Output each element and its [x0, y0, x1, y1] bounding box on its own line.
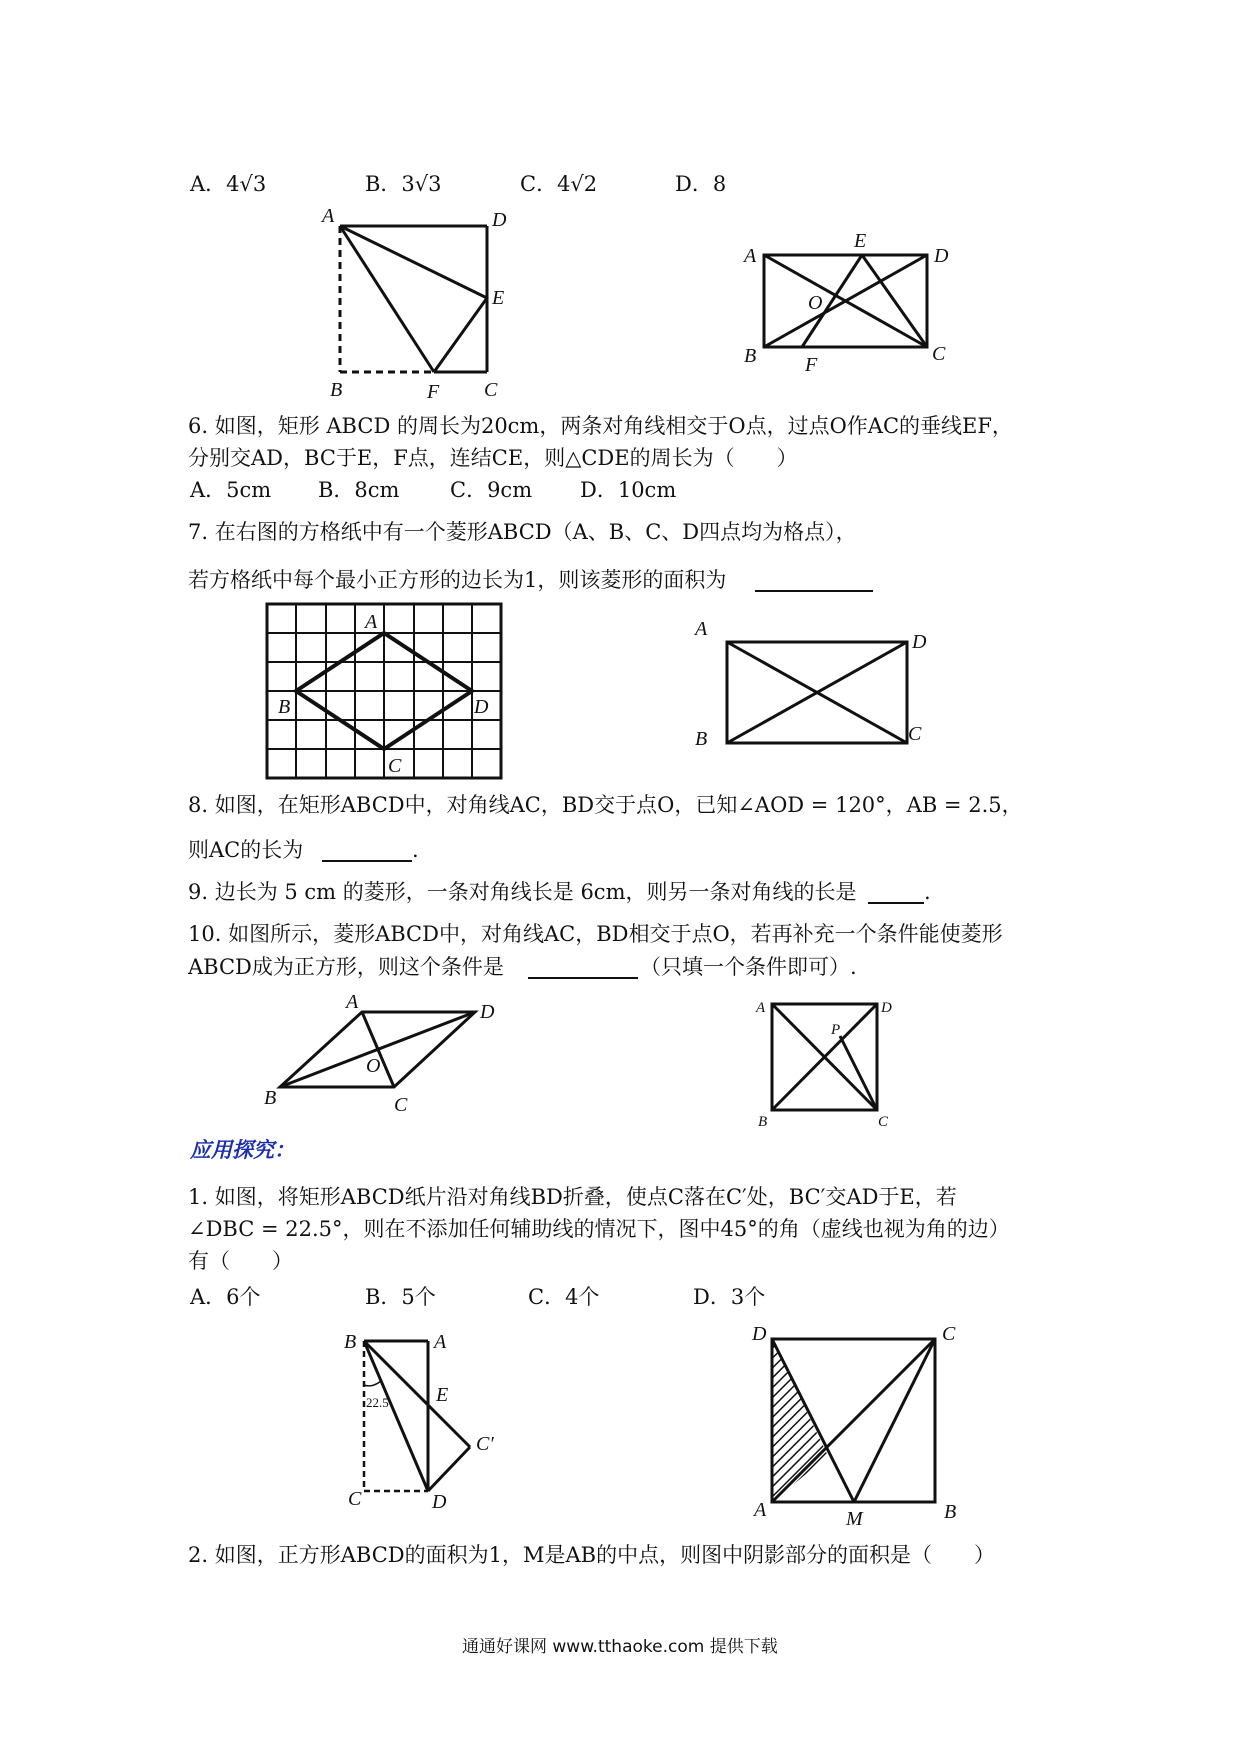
q10-line2-b: （只填一个条件即可）. — [640, 955, 857, 979]
label-a: A — [365, 611, 378, 633]
q6-option-b: B．8cm — [318, 478, 400, 502]
q10-answer-blank — [528, 977, 638, 979]
q8-line1: 8. 如图，在矩形ABCD中，对角线AC，BD交于点O，已知∠AOD = 120°，AB = 2.5， — [188, 793, 1023, 817]
q5-option-c: C．4√2 — [520, 172, 598, 196]
label-e: E — [436, 1384, 449, 1406]
figure-q7-grid-rhombus — [262, 600, 512, 785]
q8-period: . — [412, 838, 419, 862]
q10-line2-a: ABCD成为正方形，则这个条件是 — [188, 955, 504, 979]
label-c: C — [932, 343, 946, 365]
q7-line1: 7. 在右图的方格纸中有一个菱形ABCD（A、B、C、D四点均为格点）， — [188, 520, 857, 544]
label-o: O — [808, 292, 823, 314]
app2-line1: 2. 如图，正方形ABCD的面积为1，M是AB的中点，则图中阴影部分的面积是（ ） — [188, 1543, 996, 1567]
label-o: O — [366, 1055, 381, 1077]
app1-option-d: D．3个 — [693, 1285, 766, 1309]
label-d: D — [492, 209, 507, 231]
label-d: D — [474, 696, 489, 718]
label-d: D — [752, 1323, 767, 1345]
label-d: D — [881, 1000, 892, 1016]
figure-app1-folded-rectangle — [340, 1325, 515, 1520]
page-footer: 通通好课网 www.tthaoke.com 提供下载 — [462, 1637, 778, 1657]
q6-line2: 分别交AD，BC于E，F点，连结CE，则△CDE的周长为（ ） — [188, 446, 798, 470]
label-b: B — [330, 379, 343, 401]
q6-option-a: A．5cm — [190, 478, 272, 502]
label-c: C — [388, 755, 402, 777]
label-b: B — [944, 1501, 957, 1523]
q6-option-d: D．10cm — [580, 478, 677, 502]
q7-line2: 若方格纸中每个最小正方形的边长为1，则该菱形的面积为 — [188, 568, 727, 592]
app1-option-a: A．6个 — [190, 1285, 261, 1309]
q5-option-a: A．4√3 — [190, 172, 267, 196]
label-f: F — [427, 381, 440, 403]
label-p: P — [831, 1022, 841, 1038]
shaded-region — [772, 1339, 828, 1502]
label-d: D — [432, 1491, 447, 1513]
app1-line2: ∠DBC = 22.5°，则在不添加任何辅助线的情况下，图中45°的角（虚线也视为角的边） — [188, 1217, 1010, 1241]
figure-app2-square — [748, 1322, 983, 1532]
label-c: C — [394, 1094, 408, 1116]
label-a: A — [695, 618, 708, 640]
q5-option-d: D．8 — [675, 172, 727, 196]
label-c-prime: C′ — [476, 1433, 494, 1455]
q7-answer-blank — [755, 590, 873, 592]
label-f: F — [805, 354, 818, 376]
figure-q8-rectangle — [690, 620, 940, 755]
label-d: D — [912, 631, 927, 653]
app1-line3: 有（ ） — [188, 1249, 293, 1273]
label-a: A — [744, 245, 757, 267]
app1-line1: 1. 如图，将矩形ABCD纸片沿对角线BD折叠，使点C落在C′处，BC′交AD于E，若 — [188, 1185, 957, 1209]
label-e: E — [492, 287, 505, 309]
figure-q6-rectangle — [740, 228, 950, 378]
q8-answer-blank — [322, 860, 412, 862]
label-b: B — [758, 1114, 768, 1130]
label-a: A — [346, 991, 359, 1013]
label-e: E — [854, 230, 867, 252]
section-heading: 应用探究： — [190, 1137, 295, 1162]
label-c: C — [878, 1114, 889, 1130]
q5-option-b: B．3√3 — [365, 172, 442, 196]
q6-option-c: C．9cm — [450, 478, 533, 502]
figure-q10-square — [750, 996, 910, 1128]
label-m: M — [846, 1508, 863, 1530]
q9-period: . — [924, 880, 931, 904]
label-a: A — [322, 205, 335, 227]
q9-answer-blank — [868, 902, 924, 904]
label-c: C — [908, 723, 922, 745]
q10-line1: 10. 如图所示，菱形ABCD中，对角线AC，BD相交于点O，若再补充一个条件能使菱形 — [188, 922, 1003, 946]
q9-line1: 9. 边长为 5 cm 的菱形，一条对角线长是 6cm，则另一条对角线的长是 — [188, 880, 857, 904]
label-b: B — [278, 696, 291, 718]
app1-option-b: B．5个 — [365, 1285, 436, 1309]
q6-line1: 6. 如图，矩形 ABCD 的周长为20cm，两条对角线相交于O点，过点O作AC的垂线EF， — [188, 414, 1013, 438]
app1-option-c: C．4个 — [528, 1285, 600, 1309]
angle-label: 22.5 — [366, 1395, 389, 1410]
label-a: A — [756, 1000, 766, 1016]
label-b: B — [695, 728, 708, 750]
label-b: B — [744, 345, 757, 367]
label-c: C — [942, 1323, 956, 1345]
label-d: D — [934, 245, 949, 267]
label-a: A — [754, 1499, 767, 1521]
label-b: B — [264, 1087, 277, 1109]
label-c: C — [348, 1488, 362, 1510]
label-d: D — [480, 1001, 495, 1023]
figure-q5-square — [310, 200, 540, 405]
q8-line2: 则AC的长为 — [188, 838, 304, 862]
figure-q10-rhombus — [258, 992, 508, 1117]
label-c: C — [484, 379, 498, 401]
label-a: A — [434, 1331, 447, 1353]
label-b: B — [344, 1331, 357, 1353]
